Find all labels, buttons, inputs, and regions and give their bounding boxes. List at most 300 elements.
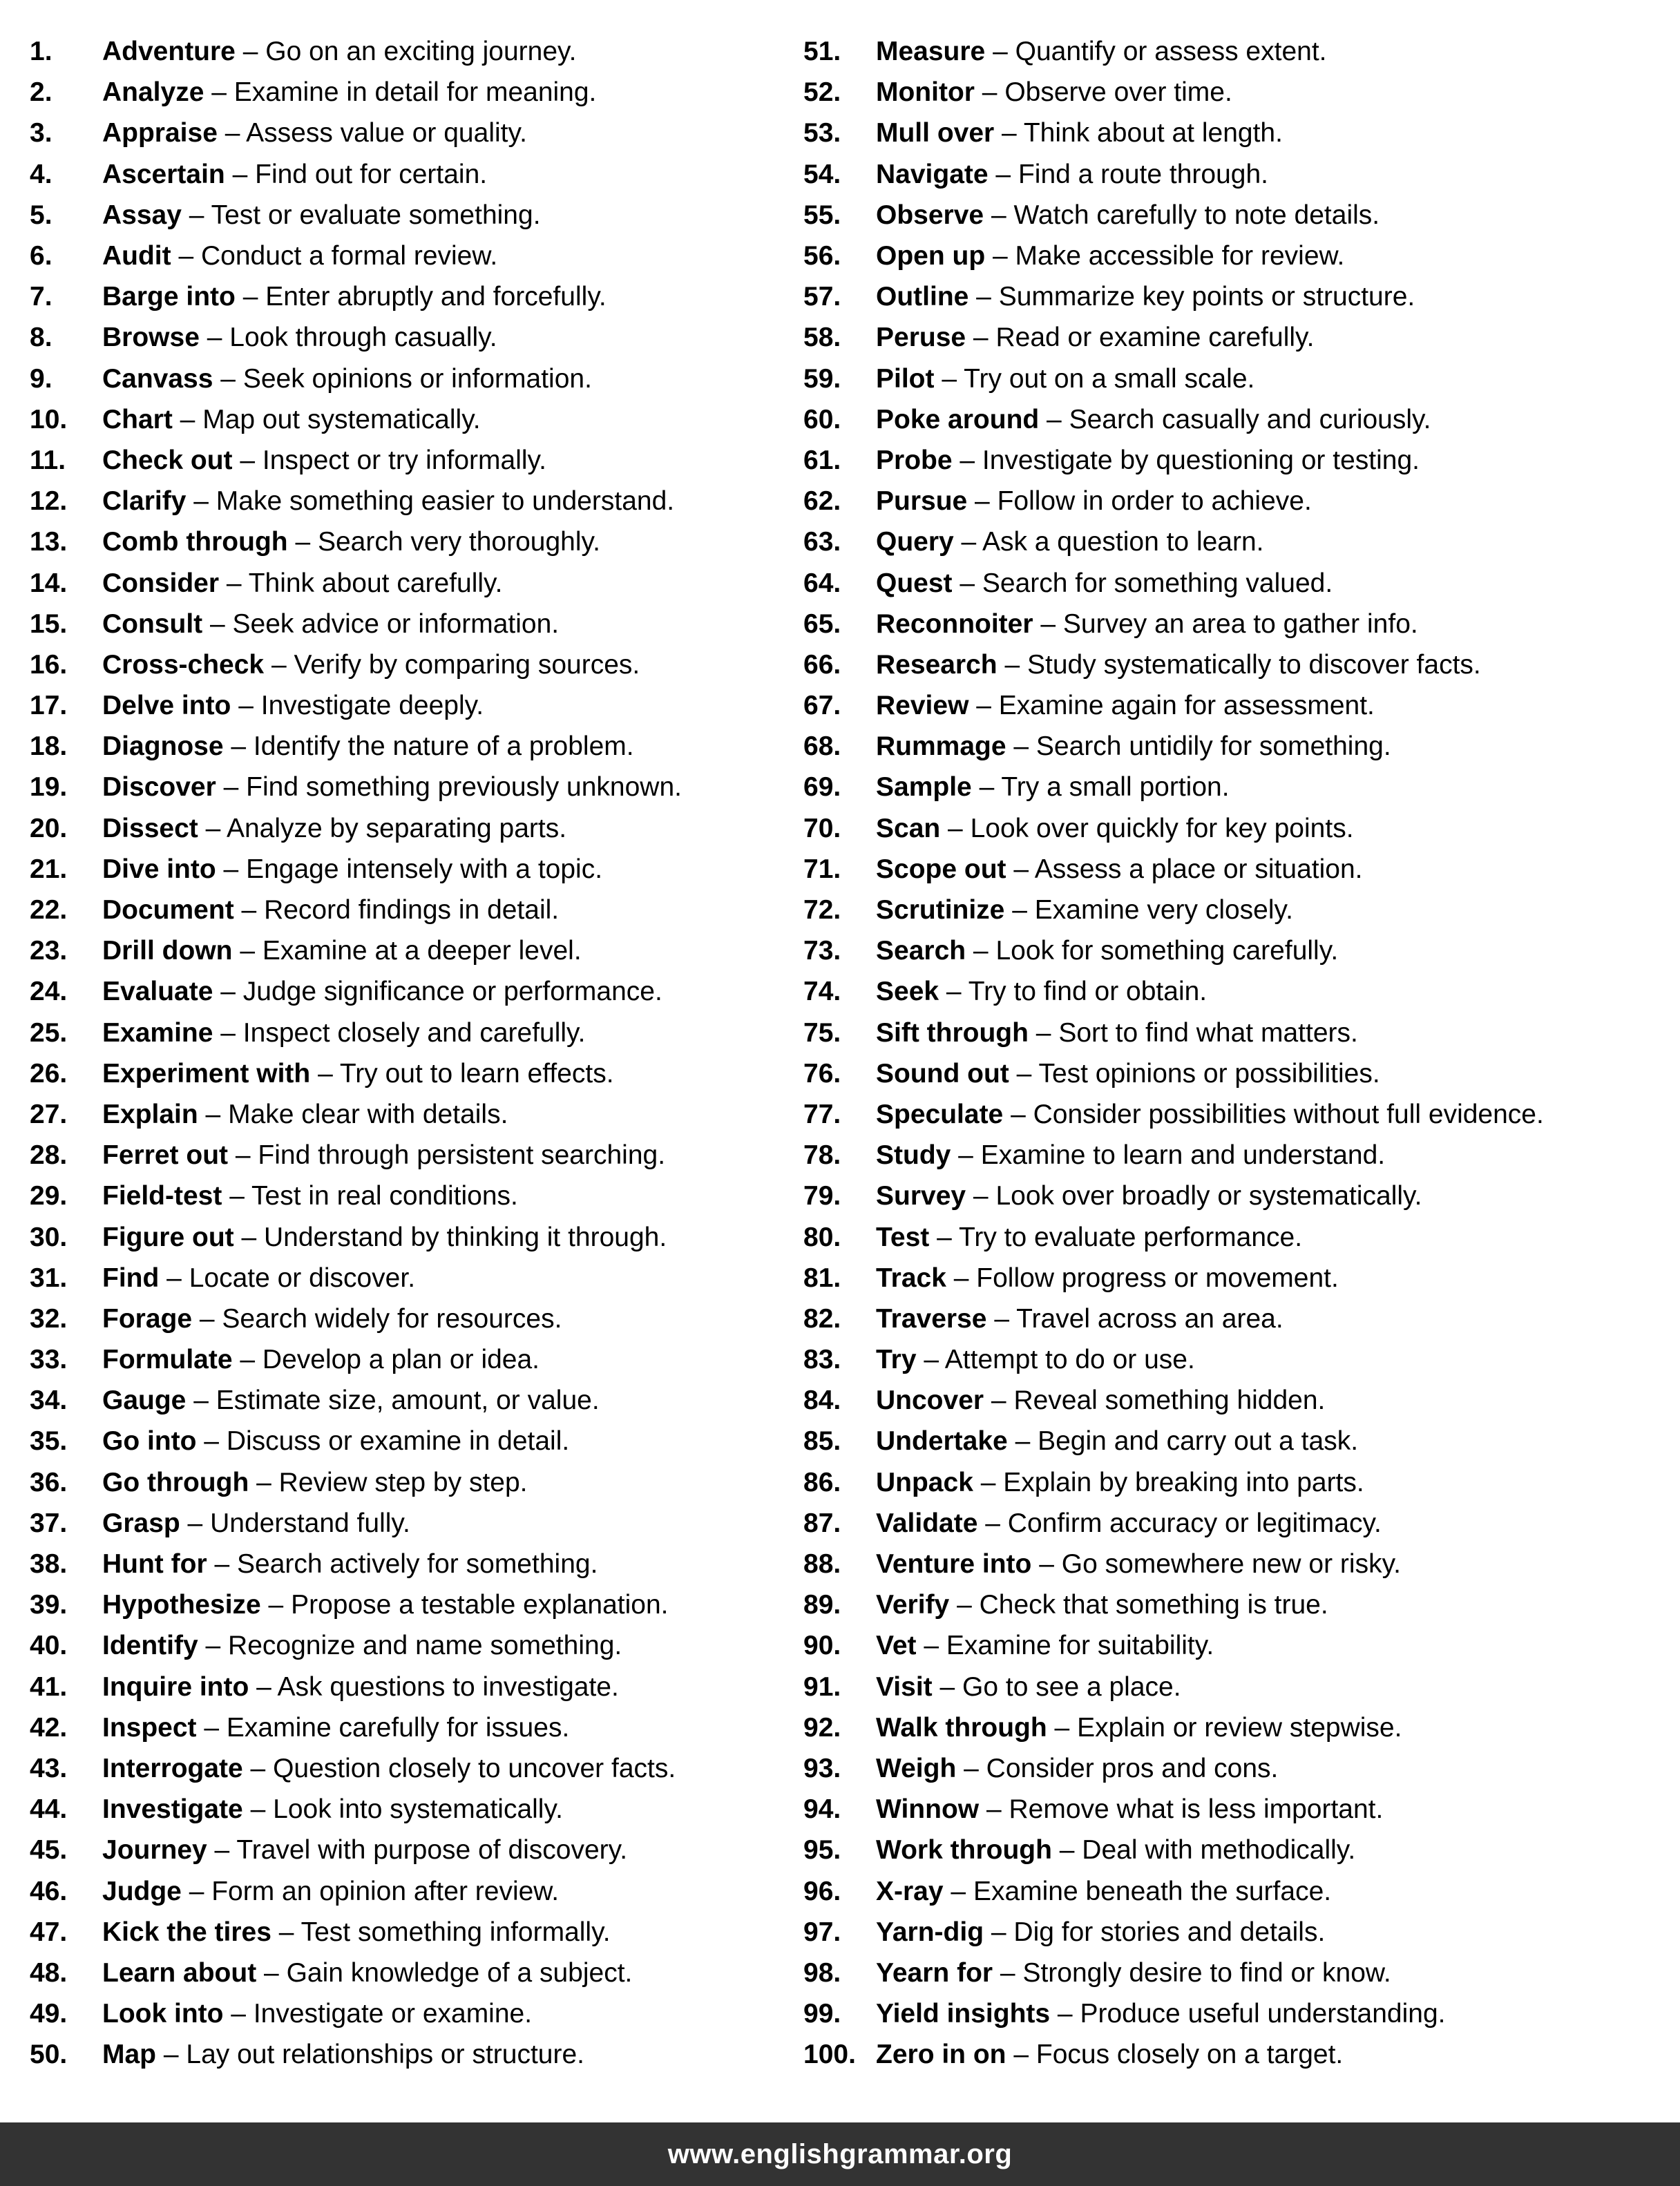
item-definition: Check that something is true. bbox=[979, 1590, 1328, 1620]
item-definition: Ask a question to learn. bbox=[982, 527, 1264, 557]
item-text bbox=[102, 1305, 562, 1332]
item-term: Go through bbox=[102, 1467, 249, 1497]
item-separator: – bbox=[956, 1753, 986, 1783]
item-text bbox=[102, 1224, 667, 1251]
item-separator: – bbox=[916, 1631, 946, 1661]
item-definition: Make something easier to understand. bbox=[216, 486, 675, 517]
item-definition: Lay out relationships or structure. bbox=[186, 2040, 584, 2070]
item-text bbox=[102, 38, 576, 65]
item-text bbox=[102, 733, 634, 760]
item-term: Experiment with bbox=[102, 1058, 311, 1089]
item-number: 91. bbox=[803, 1671, 841, 1702]
item-text bbox=[102, 1591, 668, 1618]
item-term: Undertake bbox=[876, 1426, 1008, 1457]
item-separator: – bbox=[213, 363, 243, 394]
item-separator: – bbox=[232, 1345, 262, 1375]
item-definition: Enter abruptly and forcefully. bbox=[265, 282, 607, 312]
item-text bbox=[876, 1387, 1325, 1414]
item-separator: – bbox=[1051, 1835, 1082, 1866]
footer-website-url: www.englishgrammar.org bbox=[667, 2138, 1013, 2169]
item-separator: – bbox=[233, 895, 265, 926]
list-item bbox=[30, 890, 796, 930]
item-text bbox=[876, 242, 1344, 269]
item-definition: Find out for certain. bbox=[255, 159, 488, 189]
item-definition: Estimate size, amount, or value. bbox=[216, 1386, 600, 1416]
item-definition: Map out systematically. bbox=[202, 404, 481, 434]
list-item bbox=[803, 1380, 1674, 1421]
item-text bbox=[876, 38, 1327, 65]
item-separator: – bbox=[994, 118, 1024, 148]
item-definition: Explain by breaking into parts. bbox=[1003, 1467, 1364, 1497]
item-separator: – bbox=[1028, 1017, 1059, 1048]
item-number: 50. bbox=[30, 2040, 68, 2070]
item-definition: Ask questions to investigate. bbox=[277, 1671, 619, 1702]
item-term: Pursue bbox=[876, 486, 968, 517]
list-item bbox=[803, 2034, 1674, 2075]
item-number: 79. bbox=[803, 1181, 841, 1211]
list-item bbox=[30, 930, 796, 971]
list-item bbox=[803, 1993, 1674, 2034]
item-text bbox=[102, 528, 600, 555]
item-definition: Inspect closely and carefully. bbox=[242, 1017, 586, 1048]
item-term: Adventure bbox=[102, 37, 236, 67]
item-separator: – bbox=[225, 159, 256, 189]
item-separator: – bbox=[232, 936, 262, 966]
item-definition: Look over broadly or systematically. bbox=[995, 1181, 1422, 1211]
item-number: 37. bbox=[30, 1508, 68, 1538]
list-item bbox=[30, 1258, 796, 1298]
item-number: 42. bbox=[30, 1712, 68, 1743]
item-text bbox=[102, 856, 602, 883]
item-text bbox=[102, 1469, 528, 1496]
item-definition: Examine to learn and understand. bbox=[980, 1140, 1386, 1171]
item-separator: – bbox=[235, 37, 266, 67]
list-item bbox=[803, 1625, 1674, 1666]
list-item bbox=[803, 1748, 1674, 1789]
item-number: 29. bbox=[30, 1181, 68, 1211]
item-number: 64. bbox=[803, 568, 841, 598]
list-item bbox=[30, 849, 796, 890]
list-item bbox=[803, 604, 1674, 644]
item-text bbox=[876, 488, 1312, 515]
list-item bbox=[30, 1094, 796, 1135]
item-term: Look into bbox=[102, 1999, 224, 2029]
item-number: 52. bbox=[803, 77, 841, 108]
item-separator: – bbox=[943, 1876, 973, 1906]
item-number: 51. bbox=[803, 37, 841, 67]
item-definition: Understand fully. bbox=[210, 1508, 410, 1538]
list-item bbox=[30, 726, 796, 767]
item-definition: Look into systematically. bbox=[273, 1794, 563, 1825]
list-item bbox=[803, 1013, 1674, 1053]
item-term: X-ray bbox=[876, 1876, 944, 1906]
item-separator: – bbox=[217, 118, 247, 148]
list-item bbox=[30, 72, 796, 113]
item-text bbox=[876, 570, 1333, 597]
item-term: Ferret out bbox=[102, 1140, 229, 1171]
item-text bbox=[876, 1469, 1364, 1496]
item-definition: Engage intensely with a topic. bbox=[246, 854, 603, 884]
list-item bbox=[30, 2034, 796, 2075]
item-separator: – bbox=[1031, 1549, 1062, 1580]
item-separator: – bbox=[946, 1263, 977, 1293]
item-term: Unpack bbox=[876, 1467, 973, 1497]
item-number: 20. bbox=[30, 813, 68, 843]
item-term: Ascertain bbox=[102, 159, 225, 189]
item-term: Rummage bbox=[876, 731, 1006, 762]
item-number: 89. bbox=[803, 1590, 841, 1620]
list-item bbox=[30, 1503, 796, 1544]
item-text bbox=[876, 447, 1420, 474]
list-item bbox=[30, 1993, 796, 2034]
item-separator: – bbox=[181, 200, 211, 230]
item-text bbox=[876, 1510, 1382, 1537]
item-definition: Analyze by separating parts. bbox=[226, 813, 567, 843]
item-text bbox=[876, 1346, 1195, 1373]
list-item bbox=[803, 767, 1674, 807]
item-number: 84. bbox=[803, 1386, 841, 1416]
item-definition: Examine beneath the surface. bbox=[973, 1876, 1332, 1906]
list-item bbox=[30, 317, 796, 358]
item-term: Hypothesize bbox=[102, 1590, 261, 1620]
item-definition: Explain or review stepwise. bbox=[1077, 1712, 1402, 1743]
item-term: Measure bbox=[876, 37, 986, 67]
item-separator: – bbox=[988, 159, 1018, 189]
item-text bbox=[102, 79, 596, 106]
item-definition: Consider pros and cons. bbox=[986, 1753, 1279, 1783]
item-term: Journey bbox=[102, 1835, 207, 1866]
list-item bbox=[30, 154, 796, 195]
item-text bbox=[876, 772, 1230, 803]
item-text bbox=[102, 119, 527, 146]
item-text bbox=[876, 1835, 1356, 1866]
item-separator: – bbox=[984, 1386, 1014, 1416]
item-text bbox=[876, 324, 1314, 351]
list-item bbox=[803, 1216, 1674, 1257]
item-number: 65. bbox=[803, 608, 841, 639]
item-number: 27. bbox=[30, 1099, 68, 1129]
item-term: Forage bbox=[102, 1303, 193, 1334]
item-number: 46. bbox=[30, 1876, 68, 1906]
item-number: 80. bbox=[803, 1222, 841, 1252]
item-definition: Try a small portion. bbox=[1001, 772, 1230, 803]
item-definition: Observe over time. bbox=[1004, 77, 1232, 108]
item-separator: – bbox=[949, 1590, 980, 1620]
list-item bbox=[803, 1789, 1674, 1830]
item-separator: – bbox=[973, 1467, 1004, 1497]
list-item bbox=[803, 317, 1674, 358]
item-separator: – bbox=[932, 1671, 963, 1702]
item-text bbox=[102, 1142, 665, 1169]
word-list-column-1-50 bbox=[30, 31, 796, 2075]
item-definition: Investigate or examine. bbox=[253, 1999, 533, 2029]
item-separator: – bbox=[1007, 1426, 1038, 1457]
list-item bbox=[803, 154, 1674, 195]
item-number: 54. bbox=[803, 159, 841, 189]
list-item bbox=[803, 971, 1674, 1012]
item-number: 22. bbox=[30, 895, 68, 926]
item-number: 68. bbox=[803, 731, 841, 762]
item-term: Work through bbox=[876, 1835, 1052, 1866]
item-separator: – bbox=[939, 977, 968, 1007]
item-text bbox=[876, 528, 1264, 555]
list-item bbox=[803, 1953, 1674, 1993]
item-term: Chart bbox=[102, 404, 173, 434]
item-term: Kick the tires bbox=[102, 1917, 271, 1947]
item-definition: Go somewhere new or risky. bbox=[1061, 1549, 1402, 1580]
item-separator: – bbox=[951, 1140, 981, 1171]
item-definition: Understand by thinking it through. bbox=[264, 1222, 667, 1252]
item-definition: Investigate by questioning or testing. bbox=[982, 445, 1420, 475]
item-separator: – bbox=[171, 241, 202, 271]
list-item bbox=[803, 236, 1674, 276]
item-separator: – bbox=[186, 486, 216, 517]
item-text bbox=[876, 1265, 1339, 1292]
list-item bbox=[803, 358, 1674, 399]
list-item bbox=[803, 1135, 1674, 1176]
item-definition: Judge significance or performance. bbox=[242, 977, 662, 1007]
item-term: Map bbox=[102, 2040, 156, 2070]
item-term: Barge into bbox=[102, 282, 236, 312]
list-item bbox=[803, 1176, 1674, 1216]
item-separator: – bbox=[196, 1426, 227, 1457]
item-text bbox=[102, 283, 607, 310]
list-item bbox=[30, 1462, 796, 1503]
item-text bbox=[876, 1632, 1214, 1659]
item-term: Assay bbox=[102, 200, 182, 230]
item-separator: – bbox=[977, 1508, 1008, 1538]
list-item bbox=[803, 849, 1674, 890]
list-item bbox=[803, 72, 1674, 113]
item-number: 59. bbox=[803, 363, 841, 394]
item-separator: – bbox=[966, 1181, 996, 1211]
list-item bbox=[30, 399, 796, 440]
item-term: Track bbox=[876, 1263, 946, 1293]
item-term: Poke around bbox=[876, 404, 1040, 434]
item-definition: Identify the nature of a problem. bbox=[253, 731, 634, 762]
item-text bbox=[876, 1142, 1385, 1169]
item-definition: Assess a place or situation. bbox=[1034, 854, 1363, 884]
item-separator: – bbox=[967, 486, 998, 517]
item-text bbox=[102, 1796, 563, 1823]
list-item bbox=[30, 1912, 796, 1953]
item-term: Browse bbox=[102, 323, 200, 353]
item-definition: Verify by comparing sources. bbox=[294, 649, 640, 680]
list-item bbox=[803, 1912, 1674, 1953]
item-number: 56. bbox=[803, 241, 841, 271]
list-item bbox=[30, 1013, 796, 1053]
item-number: 23. bbox=[30, 936, 68, 966]
list-item bbox=[803, 1339, 1674, 1380]
item-definition: Deal with methodically. bbox=[1082, 1835, 1356, 1866]
item-text bbox=[876, 937, 1338, 964]
item-definition: Examine in detail for meaning. bbox=[233, 77, 597, 108]
list-item bbox=[30, 276, 796, 317]
item-separator: – bbox=[1006, 854, 1035, 884]
item-separator: – bbox=[216, 854, 247, 884]
item-number: 87. bbox=[803, 1508, 841, 1538]
item-definition: Remove what is less important. bbox=[1009, 1794, 1384, 1825]
list-item bbox=[803, 1707, 1674, 1748]
item-definition: Make clear with details. bbox=[228, 1099, 508, 1129]
item-text bbox=[102, 608, 560, 639]
item-text bbox=[102, 242, 497, 269]
list-item bbox=[803, 1462, 1674, 1503]
item-term: Interrogate bbox=[102, 1753, 243, 1783]
item-definition: Review step by step. bbox=[278, 1467, 528, 1497]
item-separator: – bbox=[974, 77, 1005, 108]
item-term: Clarify bbox=[102, 486, 187, 517]
item-separator: – bbox=[984, 200, 1014, 230]
item-definition: Inspect or try informally. bbox=[262, 445, 546, 475]
item-number: 44. bbox=[30, 1794, 68, 1825]
list-item bbox=[30, 644, 796, 685]
item-number: 6. bbox=[30, 241, 52, 271]
item-definition: Attempt to do or use. bbox=[944, 1345, 1195, 1375]
item-term: Delve into bbox=[102, 691, 231, 721]
item-definition: Survey an area to gather info. bbox=[1062, 608, 1418, 639]
item-number: 7. bbox=[30, 282, 52, 312]
item-number: 24. bbox=[30, 977, 68, 1007]
item-separator: – bbox=[1047, 1712, 1078, 1743]
item-number: 88. bbox=[803, 1549, 841, 1580]
item-number: 26. bbox=[30, 1058, 68, 1089]
item-text bbox=[102, 937, 582, 964]
item-number: 57. bbox=[803, 282, 841, 312]
item-number: 3. bbox=[30, 118, 52, 148]
item-text bbox=[876, 608, 1418, 639]
item-number: 30. bbox=[30, 1222, 68, 1252]
item-term: Judge bbox=[102, 1876, 182, 1906]
item-term: Survey bbox=[876, 1181, 966, 1211]
item-separator: – bbox=[198, 813, 227, 843]
item-separator: – bbox=[196, 1712, 227, 1743]
list-item bbox=[803, 644, 1674, 685]
item-number: 78. bbox=[803, 1140, 841, 1171]
item-definition: Look over quickly for key points. bbox=[970, 813, 1354, 843]
list-item bbox=[30, 1544, 796, 1584]
item-term: Evaluate bbox=[102, 977, 213, 1007]
list-item bbox=[30, 1870, 796, 1911]
item-definition: Gain knowledge of a subject. bbox=[286, 1957, 633, 1988]
item-text bbox=[102, 488, 674, 515]
list-item bbox=[803, 930, 1674, 971]
item-definition: Assess value or quality. bbox=[246, 118, 527, 148]
item-definition: Sort to find what matters. bbox=[1058, 1017, 1358, 1048]
list-item bbox=[803, 1094, 1674, 1135]
item-term: Examine bbox=[102, 1017, 213, 1048]
item-text bbox=[876, 365, 1254, 392]
item-number: 63. bbox=[803, 527, 841, 557]
item-definition: Confirm accuracy or legitimacy. bbox=[1007, 1508, 1382, 1538]
item-number: 100. bbox=[803, 2040, 856, 2070]
item-term: Outline bbox=[876, 282, 969, 312]
list-item bbox=[803, 521, 1674, 562]
item-term: Uncover bbox=[876, 1386, 984, 1416]
item-definition: Examine very closely. bbox=[1034, 895, 1293, 926]
item-number: 95. bbox=[803, 1835, 841, 1866]
item-term: Yearn for bbox=[876, 1957, 993, 1988]
item-separator: – bbox=[256, 1957, 287, 1988]
item-text bbox=[102, 1835, 628, 1866]
item-definition: Record findings in detail. bbox=[264, 895, 560, 926]
item-text bbox=[102, 895, 560, 926]
item-separator: – bbox=[985, 241, 1015, 271]
item-text bbox=[876, 1101, 1544, 1128]
list-item bbox=[30, 1135, 796, 1176]
item-definition: Examine for suitability. bbox=[946, 1631, 1214, 1661]
item-separator: – bbox=[1004, 895, 1035, 926]
list-item bbox=[803, 1053, 1674, 1094]
footer-bar bbox=[0, 2122, 1680, 2186]
item-definition: Test opinions or possibilities. bbox=[1038, 1058, 1380, 1089]
item-number: 70. bbox=[803, 813, 841, 843]
item-number: 71. bbox=[803, 854, 841, 884]
item-text bbox=[876, 1060, 1380, 1087]
item-text bbox=[102, 1959, 632, 1986]
item-number: 73. bbox=[803, 936, 841, 966]
item-number: 74. bbox=[803, 977, 841, 1007]
item-term: Gauge bbox=[102, 1386, 187, 1416]
item-text bbox=[102, 1632, 622, 1659]
item-text bbox=[876, 1551, 1401, 1578]
item-term: Scan bbox=[876, 813, 941, 843]
item-term: Dissect bbox=[102, 813, 198, 843]
item-separator: – bbox=[204, 77, 234, 108]
item-separator: – bbox=[249, 1671, 278, 1702]
item-separator: – bbox=[966, 323, 996, 353]
list-item bbox=[30, 604, 796, 644]
item-term: Scrutinize bbox=[876, 895, 1005, 926]
item-number: 34. bbox=[30, 1386, 68, 1416]
item-separator: – bbox=[223, 731, 254, 762]
item-number: 2. bbox=[30, 77, 52, 108]
list-item bbox=[803, 1584, 1674, 1625]
item-text bbox=[102, 1755, 676, 1782]
item-separator: – bbox=[199, 323, 230, 353]
item-text bbox=[876, 1305, 1283, 1332]
item-separator: – bbox=[1039, 404, 1069, 434]
item-term: Speculate bbox=[876, 1099, 1004, 1129]
item-term: Explain bbox=[102, 1099, 198, 1129]
item-definition: Examine at a deeper level. bbox=[262, 936, 582, 966]
item-definition: Look for something carefully. bbox=[995, 936, 1339, 966]
item-term: Consider bbox=[102, 568, 220, 598]
list-item bbox=[30, 971, 796, 1012]
list-item bbox=[30, 358, 796, 399]
item-term: Document bbox=[102, 895, 234, 926]
item-term: Hunt for bbox=[102, 1549, 207, 1580]
item-term: Diagnose bbox=[102, 731, 224, 762]
list-item bbox=[803, 1503, 1674, 1544]
item-definition: Investigate deeply. bbox=[260, 691, 484, 721]
item-separator: – bbox=[968, 691, 999, 721]
item-term: Verify bbox=[876, 1590, 950, 1620]
item-term: Go into bbox=[102, 1426, 197, 1457]
list-item bbox=[30, 440, 796, 481]
item-number: 82. bbox=[803, 1303, 841, 1334]
item-term: Zero in on bbox=[876, 2040, 1006, 2070]
list-item bbox=[803, 399, 1674, 440]
item-separator: – bbox=[181, 1876, 212, 1906]
item-number: 90. bbox=[803, 1631, 841, 1661]
list-item bbox=[30, 685, 796, 726]
item-number: 96. bbox=[803, 1876, 841, 1906]
item-term: Pilot bbox=[876, 363, 935, 394]
item-text bbox=[102, 1019, 586, 1046]
item-number: 10. bbox=[30, 404, 68, 434]
item-term: Appraise bbox=[102, 118, 218, 148]
